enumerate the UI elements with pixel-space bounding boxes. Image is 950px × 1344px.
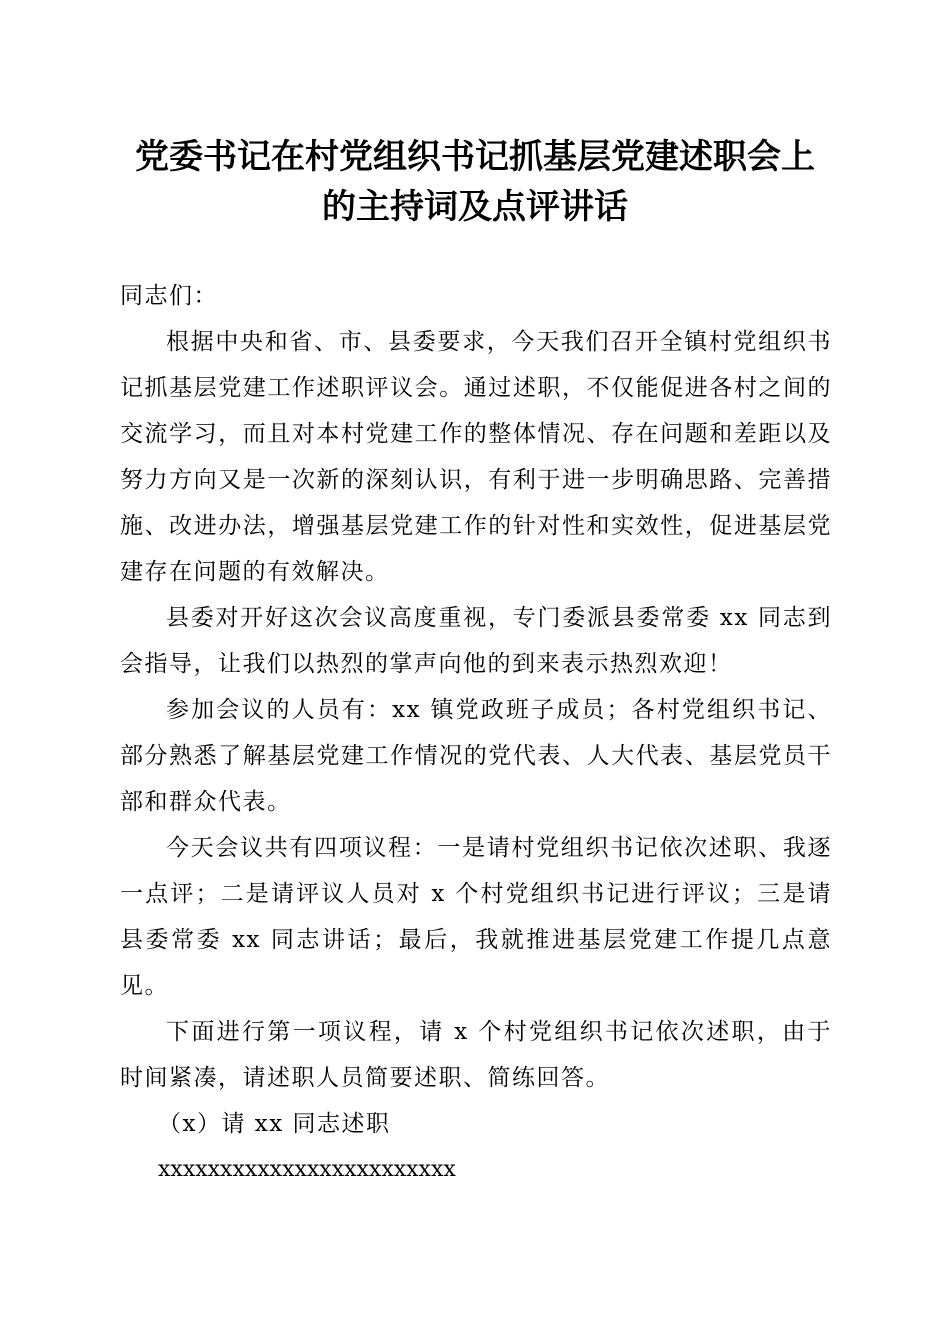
speaker-line: （x）请 xx 同志述职: [158, 1111, 391, 1137]
paragraph-agenda: 今天会议共有四项议程：一是请村党组织书记依次述职、我逐一点评；二是请评议人员对 x 个村党组织书记进行评议；三是请县委常委 xx 同志讲话；最后，我就推进基层党建工作提几点意见。: [120, 835, 832, 999]
paragraph-welcome: 县委对开好这次会议高度重视，专门委派县委常委 xx 同志到会指导，让我们以热烈的掌声向他的到来表示热烈欢迎！: [120, 605, 832, 677]
paragraph-opening: 根据中央和省、市、县委要求，今天我们召开全镇村党组织书记抓基层党建工作述职评议会。通过述职，不仅能促进各村之间的交流学习，而且对本村党建工作的整体情况、存在问题和差距以及努力方向又是一次新的深刻认识，有利于进一步明确思路、完善措施、改进办法，增强基层党建工作的针对性和实效性，促进基层党建存在问题的有效解决。: [120, 329, 832, 585]
document-title: [100, 132, 850, 232]
title-line-2: 的主持词及点评讲话: [322, 187, 628, 227]
paragraph-attendees: 参加会议的人员有：xx 镇党政班子成员；各村党组织书记、部分熟悉了解基层党建工作情况的党代表、人大代表、基层党员干部和群众代表。: [120, 697, 832, 815]
placeholder-line: xxxxxxxxxxxxxxxxxxxxxxxx: [158, 1157, 456, 1182]
document-body: [120, 273, 832, 1193]
paragraph-first-item: 下面进行第一项议程，请 x 个村党组织书记依次述职，由于时间紧凑，请述职人员简要述职、简练回答。: [120, 1019, 832, 1091]
title-line-1: 党委书记在村党组织书记抓基层党建述职会上: [135, 137, 815, 177]
salutation: 同志们：: [120, 283, 218, 309]
